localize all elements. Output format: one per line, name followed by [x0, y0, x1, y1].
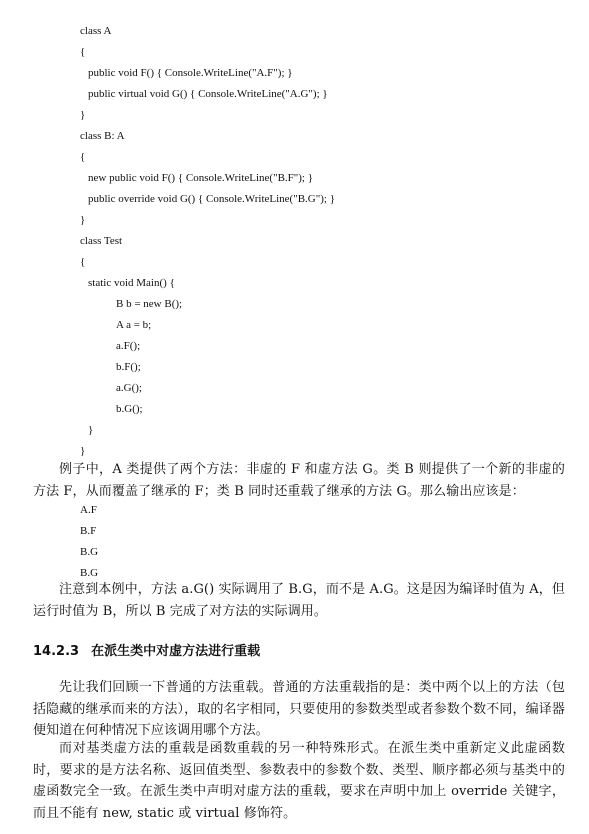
code-line: A a = b; — [116, 319, 152, 331]
code-line: { — [80, 256, 86, 268]
section-number: 14.2.3 — [33, 644, 80, 659]
code-line: } — [80, 109, 86, 121]
code-line: class Test — [80, 235, 123, 247]
code-line: B b = new B(); — [116, 298, 183, 310]
code-line: b.F(); — [116, 361, 141, 373]
paragraph-text: 先让我们回顾一下普通的方法重载。普通的方法重载指的是：类中两个以上的方法（包括隐藏的继承而来的方法），取的名字相同，只要使用的参数类型或者参数个数不同，编译器便知道在何种情况下应该调用哪个方法。 — [33, 680, 565, 738]
review-paragraph — [33, 677, 565, 742]
paragraph-text: 注意到本例中，方法 a.G() 实际调用了 B.G，而不是 A.G。这是因为编译时值为 A，但运行时值为 B，所以 B 完成了对方法的实际调用。 — [33, 582, 565, 619]
code-line: a.G(); — [116, 382, 142, 394]
code-line: class B: A — [80, 130, 125, 142]
code-line: public virtual void G() { Console.WriteLine("A.G"); } — [88, 88, 328, 100]
output-line: B.F — [80, 525, 97, 537]
virtual-override-paragraph — [33, 738, 565, 824]
code-line: b.G(); — [116, 403, 143, 415]
output-line: A.F — [80, 504, 97, 516]
code-line: } — [80, 214, 86, 226]
note-paragraph — [33, 579, 565, 622]
code-line: class A — [80, 25, 112, 37]
code-line: static void Main() { — [88, 277, 175, 289]
paragraph-text: 例子中，A 类提供了两个方法：非虚的 F 和虚方法 G。类 B 则提供了一个新的非虚的方法 F，从而覆盖了继承的 F；类 B 同时还重载了继承的方法 G。那么输出应该是： — [33, 462, 565, 499]
section-heading — [33, 640, 260, 659]
section-title: 在派生类中对虚方法进行重载 — [91, 644, 261, 659]
code-line: a.F(); — [116, 340, 141, 352]
output-line: B.G — [80, 546, 99, 558]
code-line: } — [80, 445, 86, 457]
paragraph-text: 而对基类虚方法的重载是函数重载的另一种特殊形式。在派生类中重新定义此虚函数时，要求的是方法名称、返回值类型、参数表中的参数个数、类型、顺序都必须与基类中的虚函数完全一致。在派生类中声明对虚方法的重载，要求在声明中加上 override 关键字，而且不能有 new, static 或 virtual 修饰符。 — [33, 741, 565, 821]
code-line: } — [88, 424, 94, 436]
output-line: B.G — [80, 567, 99, 579]
code-line: new public void F() { Console.WriteLine("B.F"); } — [88, 172, 314, 184]
code-line: public override void G() { Console.WriteLine("B.G"); } — [88, 193, 335, 205]
example-paragraph — [33, 459, 565, 502]
code-line: { — [80, 151, 86, 163]
code-line: public void F() { Console.WriteLine("A.F"); } — [88, 67, 293, 79]
code-line: { — [80, 46, 86, 58]
